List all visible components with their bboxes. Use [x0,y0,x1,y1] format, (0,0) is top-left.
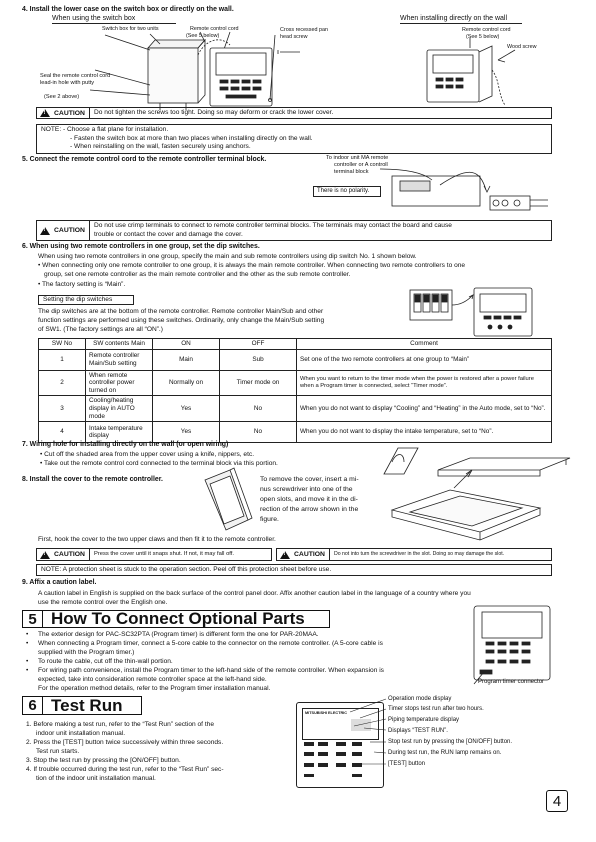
callout-operation-mode: Operation mode display [388,696,452,702]
note-line-3: - When reinstalling on the wall, fasten securely using anchors. [70,143,251,150]
col-sw-contents: SW contents Main [86,339,153,350]
cell-on: Yes [153,422,220,443]
testrun-step-4a: 4. If trouble occurred during the test run, refer to the “Test Run” sec- [26,766,224,773]
step7-title: 7. Wiring hole for installing directly on the wall (or open wiring) [22,441,229,448]
step6-title: 6. When using two remote controllers in one group, set the dip switches. [22,243,260,250]
cell-comment: When you want to return to the timer mode when the power is restored after a power failure when a Program timer is connected, select “Timer mode”. [297,370,552,396]
step8-hook-text: First, hook the cover to the two upper claws and then fit it to the remote controller. [38,536,276,543]
callout-onoff-stop: Stop test run by pressing the [ON/OFF] button. [388,739,513,745]
indoor-label-1: To indoor unit MA remote [326,155,389,161]
step8-remove-4: rection of the arrow shown in the [260,506,359,513]
step8-remove-2: nus screwdriver into one of the [260,486,353,493]
caution-text-2: trouble or contact the cover and damage the cover. [93,230,243,238]
col-comment: Comment [297,339,552,350]
cell-on: Normally on [153,370,220,396]
caution-label: CAUTION [54,109,85,117]
program-timer-connector-label: Program timer connector [478,679,545,685]
callout-test-button: [TEST] button [388,761,426,767]
wood-screw-label: Wood screw [507,44,537,50]
cell-no: 1 [39,349,86,370]
testrun-step-2b: Test run starts. [36,748,80,755]
section5-bullet-2a: When connecting a Program timer, connect a 5-core cable to the connector on the remote controller. (A 5-core cable is [38,640,383,647]
section5-bullet-4c: For the operation method details, refer to the Program timer installation manual. [38,685,271,692]
step9-line-1: A caution label in English is supplied on the back surface of the control panel door. Affix another caution label in the language of a country where you [38,590,471,597]
step6-p3: group, set one remote controller as the main remote controller and the other as the sub remote controller. [44,271,351,278]
step6-p1: When using two remote controllers in one group, specify the main and sub remote controllers using dip switch No. 1 shown below. [38,253,417,260]
cell-no: 2 [39,370,86,396]
col-on: ON [153,339,220,350]
caution-text-b: Do not into turn the screwdriver in the slot. Doing so may damage the slot. [333,551,505,558]
switch-box-label: Switch box for two units [102,26,159,32]
testrun-step-1b: indoor unit installation manual. [36,730,126,737]
see5-b: (See 5 below) [466,34,500,40]
section5-bullet-4b: expected, take into consideration remote controller space at the left-hand side. [38,676,267,683]
callout-timer-stop: Timer stops test run after two hours. [388,706,484,712]
note-line-2: - Fasten the switch box at more than two places when installing directly on the wall. [70,134,313,142]
col-sw-no: SW No [39,339,86,350]
cell-contents: When remote controller power turned on [86,370,153,396]
note-line-1: NOTE: - Choose a flat plane for installation. [41,126,169,133]
step5-title: 5. Connect the remote control cord to the remote controller terminal block. [22,156,267,163]
section5-bullet-1: The exterior design for PAC-SC32PTA (Program timer) is different form the one for PAR-20MAA. [38,631,319,638]
step8-title: 8. Install the cover to the remote controller. [22,476,163,483]
cross-pan-label-2: head screw [280,34,308,40]
step7-bullet-1: • Cut off the shaded area from the upper cover using a knife, nippers, etc. [40,451,255,458]
cell-contents: Cooling/heating display in AUTO mode [86,396,153,422]
section5-bullet-2b: supplied with the Program timer.) [38,649,135,656]
section5-bullet-3: To route the cable, cut off the thin-wall portion. [38,658,173,665]
see5-a: (See 5 below) [186,33,220,39]
direct-wall-heading: When installing directly on the wall [400,15,507,22]
remote-cord-label-b: Remote control cord [462,27,511,33]
step4-title: 4. Install the lower case on the switch box or directly on the wall. [22,6,234,13]
caution-text-1: Do not use crimp terminals to connect to remote controller terminal blocks. The terminals may contact the board and cause [93,222,452,230]
cell-off: No [220,422,297,443]
cell-comment: When you do not want to display “Cooling” and “Heating” in the Auto mode, set to “No”. [297,396,552,422]
step7-bullet-2: • Take out the remote control cord connected to the terminal block via this portion. [40,460,278,467]
section5-title: How To Connect Optional Parts [51,609,305,628]
col-off: OFF [220,339,297,350]
cell-comment: When you do not want to display the intake temperature, set to “No”. [297,422,552,443]
testrun-step-3: 3. Stop the test run by pressing the [ON/OFF] button. [26,757,181,764]
dip-switch-setting-box: Setting the dip switches [38,295,134,305]
testrun-step-1a: 1. Before making a test run, refer to the “Test Run” section of the [26,721,215,728]
cell-contents: Remote controller Main/Sub setting [86,349,153,370]
section5-bullet-marker-2: • [26,640,29,647]
callout-run-lamp: During test run, the RUN lamp remains on. [388,750,502,756]
callout-piping-temp: Piping temperature display [388,717,460,723]
callout-test-run-display: Displays “TEST RUN”. [388,728,448,734]
page-number: 4 [546,790,568,812]
step8-remove-5: figure. [260,516,279,523]
cell-no: 4 [39,422,86,443]
step9-line-2: use the remote control over the English one. [38,599,168,606]
section5-bullet-marker-1: • [26,631,29,638]
cell-off: Sub [220,349,297,370]
caution-label: CAUTION [294,551,325,558]
cell-contents: Intake temperature display [86,422,153,443]
section6-number: 6 [23,697,43,714]
caution-text: Do not tighten the screws too tight. Doing so may deform or crack the lower cover. [93,108,334,116]
indoor-label-2: controller or A controll [334,162,388,168]
see2-label: (See 2 above) [44,94,80,100]
step6-p2: • When connecting only one remote controller to one group, it is always the main remote controller. When connecting two remote controllers to one [38,262,466,269]
section5-number: 5 [23,611,43,627]
cell-off: Timer mode on [220,370,297,396]
testrun-step-4b: tion of the indoor unit installation manual. [36,775,156,782]
cell-no: 3 [39,396,86,422]
seal-label-2: lead-in hole with putty [40,80,95,86]
section5-bullet-marker-3: • [26,658,29,665]
section6-title: Test Run [51,696,123,715]
step6-p5: The dip switches are at the bottom of the remote controller. Remote controller Main/Sub and other [38,308,324,315]
step8-remove-3: open slots, and move it in the di- [260,496,358,503]
step6-p4: • The factory setting is “Main”. [38,281,126,288]
remote-cord-label-a: Remote control cord [190,26,239,32]
indoor-label-3: terminal block [334,169,369,175]
seal-label-1: Seal the remote control cord [40,73,111,79]
cell-on: Main [153,349,220,370]
brand-text: MITSUBISHI ELECTRIC [305,711,347,715]
section5-bullet-4a: For wiring path convenience, install the Program timer to the left-hand side of the remote controller. When expansion is [38,667,384,674]
step6-p7: of SW1. (The factory settings are all “ON”.) [38,326,163,333]
cell-on: Yes [153,396,220,422]
no-polarity-box: There is no polarity. [313,186,381,197]
cell-off: No [220,396,297,422]
step8-note: NOTE: A protection sheet is stuck to the operation section. Peel off this protection sheet before use. [36,564,552,576]
step9-title: 9. Affix a caution label. [22,579,97,586]
switch-box-heading: When using the switch box [52,15,136,22]
testrun-step-2a: 2. Press the [TEST] button twice successively within three seconds. [26,739,224,746]
caution-text-a: Press the cover until it snaps shut. If not, it may fall off. [93,551,235,558]
section5-bullet-marker-4: • [26,667,29,674]
step6-p6: function settings are performed using these switches. Ordinarily, only change the Main/Sub setting [38,317,325,324]
caution-label: CAUTION [54,551,85,558]
caution-label: CAUTION [54,227,85,234]
cell-comment: Set one of the two remote controllers at one group to “Main” [297,349,552,370]
step8-remove-1: To remove the cover, insert a mi- [260,476,359,483]
cross-pan-label-1: Cross recessed pan [280,27,328,33]
